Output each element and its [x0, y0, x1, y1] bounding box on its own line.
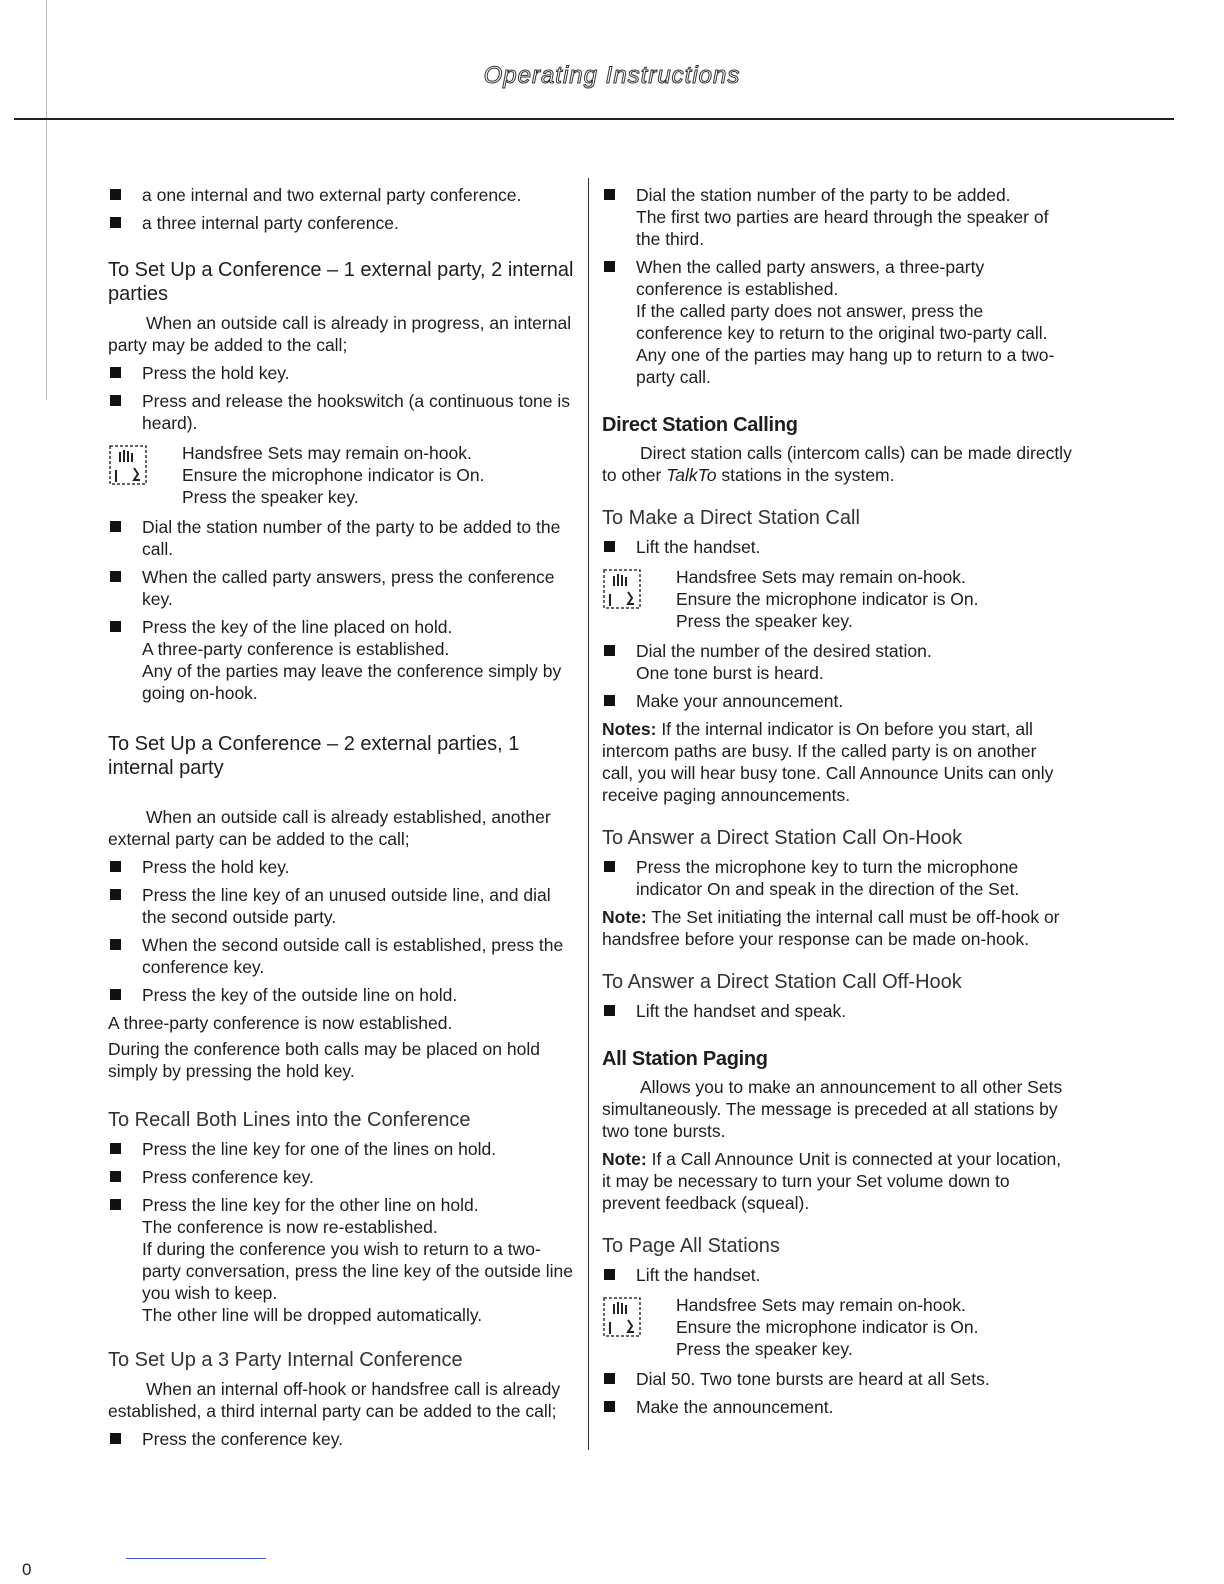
note-text: The Set initiating the internal call must be off-hook or handsfree before your response can be made on-hook.	[602, 907, 1060, 949]
list-item-text: Press the key of the line placed on hold.	[142, 617, 453, 637]
list-item-text: If during the conference you wish to return to a two-party conversation, press the line key of the outside line you wish to keep.	[142, 1239, 573, 1303]
list-item: Lift the handset and speak.	[602, 1000, 1072, 1022]
handsfree-note	[108, 442, 578, 508]
handsfree-line: Ensure the microphone indicator is On.	[676, 589, 979, 609]
list-item: Dial the station number of the party to be added to the call.	[108, 516, 578, 560]
list-item-text: The other line will be dropped automatically.	[142, 1305, 483, 1325]
list-item: Make the announcement.	[602, 1396, 1072, 1418]
column-divider	[588, 178, 589, 1450]
list-item: a three internal party conference.	[108, 212, 578, 234]
list-item: Press the line key for one of the lines on hold.	[108, 1138, 578, 1160]
margin-line	[46, 0, 47, 400]
list-item-text: Any of the parties may leave the conference simply by going on-hook.	[142, 661, 562, 703]
page-header-title: Operating Instructions	[483, 62, 741, 89]
handsfree-line: Ensure the microphone indicator is On.	[182, 465, 485, 485]
list-item: a one internal and two external party conference.	[108, 184, 578, 206]
handsfree-note	[602, 1294, 1072, 1360]
handsfree-line: Press the speaker key.	[182, 487, 359, 507]
handsfree-line: Handsfree Sets may remain on-hook.	[182, 443, 472, 463]
list-item-text: The first two parties are heard through the speaker of the third.	[636, 207, 1049, 249]
handsfree-icon	[602, 1296, 642, 1338]
section-heading: To Recall Both Lines into the Conference	[108, 1109, 471, 1131]
section-heading: Direct Station Calling	[602, 414, 798, 436]
paragraph: During the conference both calls may be placed on hold simply by pressing the hold key.	[108, 1039, 540, 1081]
section-heading: To Page All Stations	[602, 1235, 780, 1257]
section-heading: To Set Up a Conference – 1 external party, 2 internal parties	[108, 259, 574, 305]
list-item-text: A three-party conference is established.	[142, 639, 450, 659]
handsfree-line: Press the speaker key.	[676, 1339, 853, 1359]
list-item: Press the hold key.	[108, 856, 578, 878]
list-item-text: Dial the number of the desired station.	[636, 641, 932, 661]
section-heading: All Station Paging	[602, 1048, 768, 1070]
right-column	[602, 178, 1072, 1424]
list-item-text: Dial the station number of the party to be added.	[636, 185, 1011, 205]
section-heading: To Make a Direct Station Call	[602, 507, 860, 529]
list-item: Press the key of the outside line on hold.	[108, 984, 578, 1006]
note-label: Note:	[602, 907, 647, 927]
handsfree-line: Press the speaker key.	[676, 611, 853, 631]
handsfree-line: Handsfree Sets may remain on-hook.	[676, 567, 966, 587]
handsfree-icon	[602, 568, 642, 610]
note	[602, 906, 1072, 950]
handsfree-icon	[108, 444, 148, 486]
product-name: TalkTo	[666, 465, 717, 485]
list-item: Dial 50. Two tone bursts are heard at all Sets.	[602, 1368, 1072, 1390]
list-item: Make your announcement.	[602, 690, 1072, 712]
list-item	[108, 616, 578, 704]
note	[602, 1148, 1072, 1214]
list-item: Press and release the hookswitch (a continuous tone is heard).	[108, 390, 578, 434]
list-item	[602, 184, 1072, 250]
paragraph-text: stations in the system.	[716, 465, 895, 485]
list-item: Lift the handset.	[602, 536, 1072, 558]
section-heading: To Set Up a 3 Party Internal Conference	[108, 1349, 463, 1371]
note-label: Note:	[602, 1149, 647, 1169]
note-text: If a Call Announce Unit is connected at your location, it may be necessary to turn your Set volume down to prevent feedback (squeal).	[602, 1149, 1062, 1213]
note	[602, 718, 1072, 806]
header-rule	[14, 118, 1174, 120]
paragraph	[602, 442, 1072, 486]
handsfree-line: Handsfree Sets may remain on-hook.	[676, 1295, 966, 1315]
list-item	[108, 1194, 578, 1326]
paragraph: When an internal off-hook or handsfree call is already established, a third internal party can be added to the call;	[108, 1379, 561, 1421]
list-item: When the called party answers, press the conference key.	[108, 566, 578, 610]
list-item: Press the line key of an unused outside line, and dial the second outside party.	[108, 884, 578, 928]
paragraph: When an outside call is already in progress, an internal party may be added to the call;	[108, 313, 572, 355]
list-item: Press the conference key.	[108, 1428, 578, 1450]
section-heading: To Set Up a Conference – 2 external parties, 1 internal party	[108, 733, 520, 779]
note-text: If the internal indicator is On before you start, all intercom paths are busy. If the called party is on another call, you will hear busy tone. Call Announce Units can only receive paging announcements.	[602, 719, 1054, 805]
list-item-text: When the called party answers, a three-party conference is established.	[636, 257, 985, 299]
section-heading: To Answer a Direct Station Call Off-Hook	[602, 971, 962, 993]
list-item-text: One tone burst is heard.	[636, 663, 824, 683]
list-item-text: Press the line key for the other line on hold.	[142, 1195, 479, 1215]
list-item	[602, 640, 1072, 684]
list-item-text: The conference is now re-established.	[142, 1217, 438, 1237]
paragraph: A three-party conference is now established.	[108, 1013, 453, 1033]
footer-rule	[126, 1558, 266, 1559]
list-item: Press the hold key.	[108, 362, 578, 384]
list-item: Press conference key.	[108, 1166, 578, 1188]
paragraph: When an outside call is already established, another external party can be added to the call;	[108, 807, 551, 849]
list-item: When the second outside call is established, press the conference key.	[108, 934, 578, 978]
list-item-text: Any one of the parties may hang up to return to a two-party call.	[636, 345, 1055, 387]
left-column	[108, 178, 578, 1456]
list-item: Lift the handset.	[602, 1264, 1072, 1286]
page-number: 0	[22, 1560, 32, 1579]
handsfree-note	[602, 566, 1072, 632]
list-item	[602, 256, 1072, 388]
paragraph: Allows you to make an announcement to all other Sets simultaneously. The message is preceded at all stations by two tone bursts.	[602, 1077, 1063, 1141]
paragraph-text: Direct station calls (intercom calls) can be made directly to other	[602, 443, 1072, 485]
handsfree-line: Ensure the microphone indicator is On.	[676, 1317, 979, 1337]
note-label: Notes:	[602, 719, 657, 739]
list-item-text: If the called party does not answer, press the conference key to return to the original two-party call.	[636, 301, 1048, 343]
section-heading: To Answer a Direct Station Call On-Hook	[602, 827, 963, 849]
list-item: Press the microphone key to turn the microphone indicator On and speak in the direction of the Set.	[602, 856, 1072, 900]
